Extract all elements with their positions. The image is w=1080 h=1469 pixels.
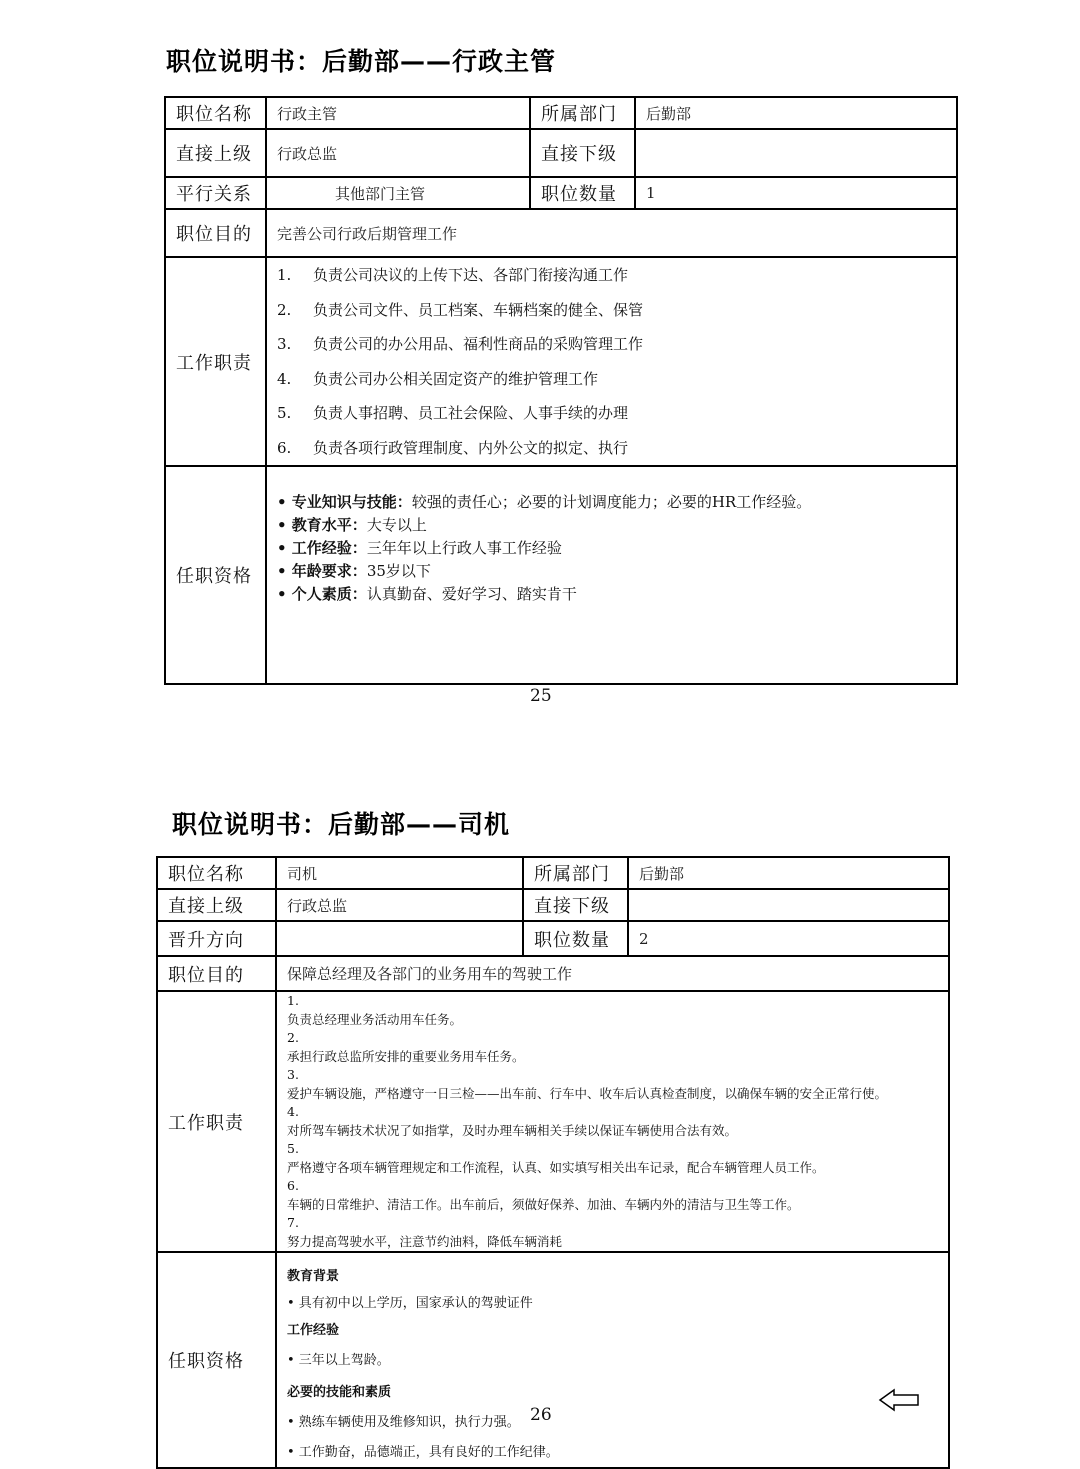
label-purpose: 职位目的 xyxy=(165,209,266,257)
value-supervisor: 行政总监 xyxy=(276,889,523,921)
duty-text: 负责总经理业务活动用车任务。 xyxy=(287,1011,463,1027)
education-item: • 具有初中以上学历，国家承认的驾驶证件 xyxy=(287,1296,533,1311)
qualification-item xyxy=(277,560,946,583)
job-description-table xyxy=(156,856,950,1469)
qualification-text: 35岁以下 xyxy=(366,562,431,580)
duty-item xyxy=(277,327,946,362)
duty-item xyxy=(277,396,946,431)
duty-item xyxy=(277,431,946,466)
qualification-text: 较强的责任心；必要的计划调度能力；必要的HR工作经验。 xyxy=(411,493,812,511)
qualification-label: • 教育水平： xyxy=(277,516,367,534)
label-purpose: 职位目的 xyxy=(157,956,276,991)
duty-item xyxy=(287,992,938,1029)
duty-text: 严格遵守各项车辆管理规定和工作流程，认真、如实填写相关出车记录，配合车辆管理人员工作。 xyxy=(287,1159,825,1175)
duty-item xyxy=(287,1029,938,1066)
duty-text: 对所驾车辆技术状况了如指掌，及时办理车辆相关手续以保证车辆使用合法有效。 xyxy=(287,1122,738,1138)
duty-item xyxy=(277,258,946,293)
duty-item xyxy=(277,362,946,397)
label-position-name: 职位名称 xyxy=(165,97,266,129)
value-position-name: 行政主管 xyxy=(266,97,530,129)
qualification-item xyxy=(277,491,946,514)
page-title: 职位说明书：后勤部——行政主管 xyxy=(166,47,557,76)
qualification-item xyxy=(277,537,946,560)
value-subordinate xyxy=(628,889,949,921)
duties-cell xyxy=(266,257,957,466)
job-description-table xyxy=(164,96,958,685)
qualification-item xyxy=(277,583,946,606)
label-position-name: 职位名称 xyxy=(157,857,276,889)
qualification-label: • 个人素质： xyxy=(277,585,367,603)
duty-item xyxy=(287,1103,938,1140)
page-number: 25 xyxy=(530,686,552,706)
qualification-label: • 工作经验： xyxy=(277,539,367,557)
qualification-item xyxy=(277,514,946,537)
label-department: 所属部门 xyxy=(530,97,635,129)
qualifications-list xyxy=(277,491,946,606)
duty-number: 4. xyxy=(277,369,292,388)
page-title: 职位说明书：后勤部——司机 xyxy=(172,810,511,839)
duties-list xyxy=(277,258,946,465)
value-parallel: 其他部门主管 xyxy=(266,177,530,209)
duty-number: 7. xyxy=(287,1215,299,1230)
qualifications-cell xyxy=(276,1252,949,1468)
label-supervisor: 直接上级 xyxy=(165,129,266,177)
duty-number: 1. xyxy=(277,266,292,284)
duty-text: 负责公司办公相关固定资产的维护管理工作 xyxy=(313,369,599,388)
qualification-label: • 年龄要求： xyxy=(277,562,367,580)
duty-text: 负责公司决议的上传下达、各部门衔接沟通工作 xyxy=(313,266,629,284)
duty-number: 6. xyxy=(287,1178,299,1193)
duty-text: 负责各项行政管理制度、内外公文的拟定、执行 xyxy=(313,438,629,457)
qualification-text: 三年年以上行政人事工作经验 xyxy=(366,539,562,557)
duty-number: 3. xyxy=(277,335,292,353)
label-subordinate: 直接下级 xyxy=(530,129,635,177)
value-department: 后勤部 xyxy=(635,97,957,129)
duty-text: 负责人事招聘、员工社会保险、人事手续的办理 xyxy=(313,404,629,422)
label-subordinate: 直接下级 xyxy=(523,889,628,921)
duties-list xyxy=(287,992,938,1251)
duty-number: 2. xyxy=(277,300,292,319)
label-count: 职位数量 xyxy=(530,177,635,209)
value-purpose: 完善公司行政后期管理工作 xyxy=(266,209,957,257)
label-qualifications: 任职资格 xyxy=(157,1252,276,1468)
label-parallel: 平行关系 xyxy=(165,177,266,209)
duty-number: 1. xyxy=(287,993,299,1008)
value-department: 后勤部 xyxy=(628,857,949,889)
duty-item xyxy=(277,293,946,328)
duty-number: 6. xyxy=(277,438,292,457)
duty-text: 负责公司的办公用品、福利性商品的采购管理工作 xyxy=(313,335,644,353)
duty-number: 4. xyxy=(287,1104,299,1119)
label-duties: 工作职责 xyxy=(165,257,266,466)
duty-text: 承担行政总监所安排的重要业务用车任务。 xyxy=(287,1048,525,1064)
value-promotion xyxy=(276,921,523,956)
label-supervisor: 直接上级 xyxy=(157,889,276,921)
duty-text: 车辆的日常维护、清洁工作。出车前后，须做好保养、加油、车辆内外的清洁与卫生等工作。 xyxy=(287,1196,800,1212)
duties-cell xyxy=(276,991,949,1252)
value-supervisor: 行政总监 xyxy=(266,129,530,177)
duty-number: 5. xyxy=(287,1141,299,1156)
duty-item xyxy=(287,1140,938,1177)
duty-text: 努力提高驾驶水平，注意节约油料，降低车辆消耗 xyxy=(287,1233,563,1249)
skills-item: • 工作勤奋，品德端正，具有良好的工作纪律。 xyxy=(287,1445,559,1460)
value-position-name: 司机 xyxy=(276,857,523,889)
label-count: 职位数量 xyxy=(523,921,628,956)
left-arrow-icon[interactable] xyxy=(878,1388,920,1412)
value-subordinate xyxy=(635,129,957,177)
value-purpose: 保障总经理及各部门的业务用车的驾驶工作 xyxy=(276,956,949,991)
duty-number: 2. xyxy=(287,1030,299,1045)
education-heading: 教育背景 xyxy=(287,1269,340,1284)
qualification-text: 大专以上 xyxy=(366,516,427,534)
page-number: 26 xyxy=(530,1405,552,1425)
value-count: 1 xyxy=(635,177,957,209)
duty-item xyxy=(287,1066,938,1103)
label-duties: 工作职责 xyxy=(157,991,276,1252)
qualification-label: • 专业知识与技能： xyxy=(277,493,412,511)
duty-item xyxy=(287,1177,938,1214)
experience-heading: 工作经验 xyxy=(287,1323,340,1338)
value-count: 2 xyxy=(628,921,949,956)
label-promotion: 晋升方向 xyxy=(157,921,276,956)
label-qualifications: 任职资格 xyxy=(165,466,266,684)
duty-item xyxy=(287,1214,938,1251)
skills-item: • 熟练车辆使用及维修知识，执行力强。 xyxy=(287,1415,520,1430)
label-department: 所属部门 xyxy=(523,857,628,889)
experience-item: • 三年以上驾龄。 xyxy=(287,1353,390,1368)
duty-number: 5. xyxy=(277,404,292,422)
duty-text: 负责公司文件、员工档案、车辆档案的健全、保管 xyxy=(313,300,644,319)
skills-heading: 必要的技能和素质 xyxy=(287,1385,392,1400)
duty-text: 爱护车辆设施，严格遵守一日三检——出车前、行车中、收车后认真检查制度，以确保车辆的安全正常行使。 xyxy=(287,1085,888,1101)
qualification-text: 认真勤奋、爱好学习、踏实肯干 xyxy=(366,585,577,603)
qualifications-cell xyxy=(266,466,957,684)
duty-number: 3. xyxy=(287,1067,299,1082)
